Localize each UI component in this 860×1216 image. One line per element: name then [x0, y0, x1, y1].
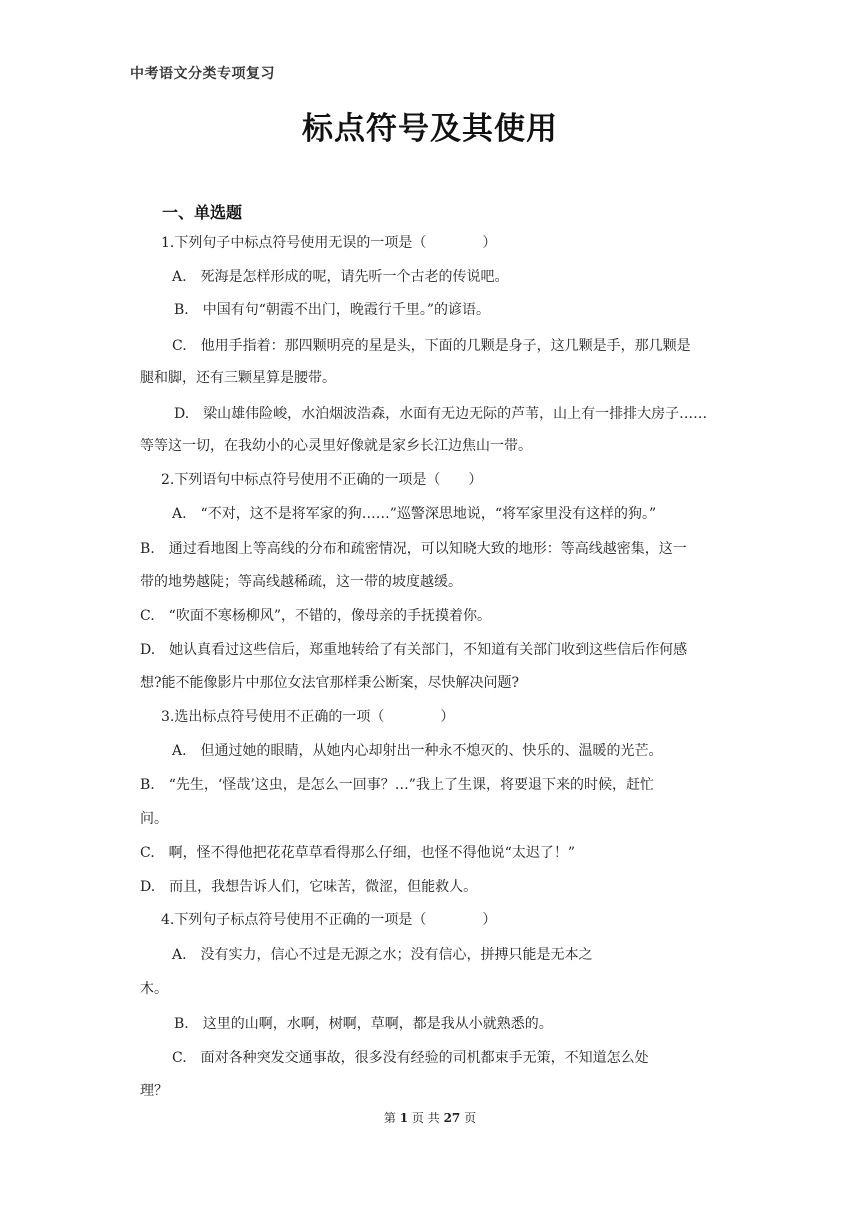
footer-suffix: 页 — [464, 1111, 477, 1125]
footer-total-pages: 27 — [443, 1111, 461, 1125]
q2-option-c: C. “吹面不寒杨柳风”，不错的，像母亲的手抚摸着你。 — [140, 608, 491, 624]
q2-option-b: B. 通过看地图上等高线的分布和疏密情况，可以知晓大致的地形：等高线越密集，这一 — [140, 541, 687, 557]
q4-option-b: B. 这里的山啊，水啊，树啊，草啊，都是我从小就熟悉的。 — [174, 1016, 553, 1032]
section-heading: 一、单选题 — [162, 203, 243, 222]
series-header: 中考语文分类专项复习 — [130, 66, 275, 82]
q1-option-d: D. 梁山雄伟险峻，水泊烟波浩森，水面有无边无际的芦苇，山上有一排排大房子…… — [174, 406, 708, 422]
footer-page-number: 1 — [399, 1111, 409, 1125]
q3-option-c: C. 啊，怪不得他把花花草草看得那么仔细，也怪不得他说“太迟了！” — [140, 845, 575, 861]
q4-option-c: C. 面对各种突发交通事故，很多没有经验的司机都束手无策，不知道怎么处 — [172, 1050, 649, 1066]
q4-option-c-cont: 理？ — [140, 1083, 168, 1099]
question-4: 4.下列句子标点符号使用不正确的一项是（ ） — [161, 912, 497, 928]
q3-option-b: B. “先生，‘怪哉’这虫，是怎么一回事？…”我上了生课，将要退下来的时候，赶忙 — [140, 777, 654, 793]
question-3: 3.选出标点符号使用不正确的一项（ ） — [161, 709, 455, 725]
q1-option-c: C. 他用手指着：那四颗明亮的星是头，下面的几颗是身子，这几颗是手，那几颗是 — [172, 338, 691, 354]
q2-option-b-cont: 带的地势越陡；等高线越稀疏，这一带的坡度越缓。 — [140, 574, 462, 590]
q4-option-a-cont: 木。 — [140, 981, 168, 997]
page-footer — [0, 1109, 860, 1126]
q1-option-b: B. 中国有句“朝霞不出门，晚霞行千里。”的谚语。 — [174, 302, 491, 318]
q1-option-a: A. 死海是怎样形成的呢，请先听一个古老的传说吧。 — [172, 269, 509, 285]
footer-prefix: 第 — [383, 1111, 396, 1125]
q1-option-c-cont: 腿和脚，还有三颗星算是腰带。 — [140, 370, 336, 386]
q3-option-d: D. 而且，我想告诉人们，它味苦，微涩，但能救人。 — [140, 879, 478, 895]
question-2: 2.下列语句中标点符号使用不正确的一项是（ ） — [161, 472, 483, 488]
page-title: 标点符号及其使用 — [302, 111, 558, 147]
q4-option-a: A. 没有实力，信心不过是无源之水；没有信心，拼搏只能是无本之 — [172, 947, 593, 963]
q3-option-b-cont: 问。 — [140, 811, 168, 827]
footer-mid: 页 共 — [411, 1111, 440, 1125]
question-1: 1.下列句子中标点符号使用无误的一项是（ ） — [161, 235, 497, 251]
q2-option-d: D. 她认真看过这些信后，郑重地转给了有关部门，不知道有关部门收到这些信后作何感 — [140, 642, 688, 658]
q1-option-d-cont: 等等这一切，在我幼小的心灵里好像就是家乡长江边焦山一带。 — [140, 438, 532, 454]
q3-option-a: A. 但通过她的眼睛，从她内心却射出一种永不熄灭的、快乐的、温暖的光芒。 — [172, 743, 663, 759]
q2-option-d-cont: 想?能不能像影片中那位女法官那样秉公断案，尽快解决问题? — [140, 675, 520, 691]
q2-option-a: A. “不对，这不是将军家的狗……”巡警深思地说，“将军家里没有这样的狗。” — [172, 506, 657, 522]
